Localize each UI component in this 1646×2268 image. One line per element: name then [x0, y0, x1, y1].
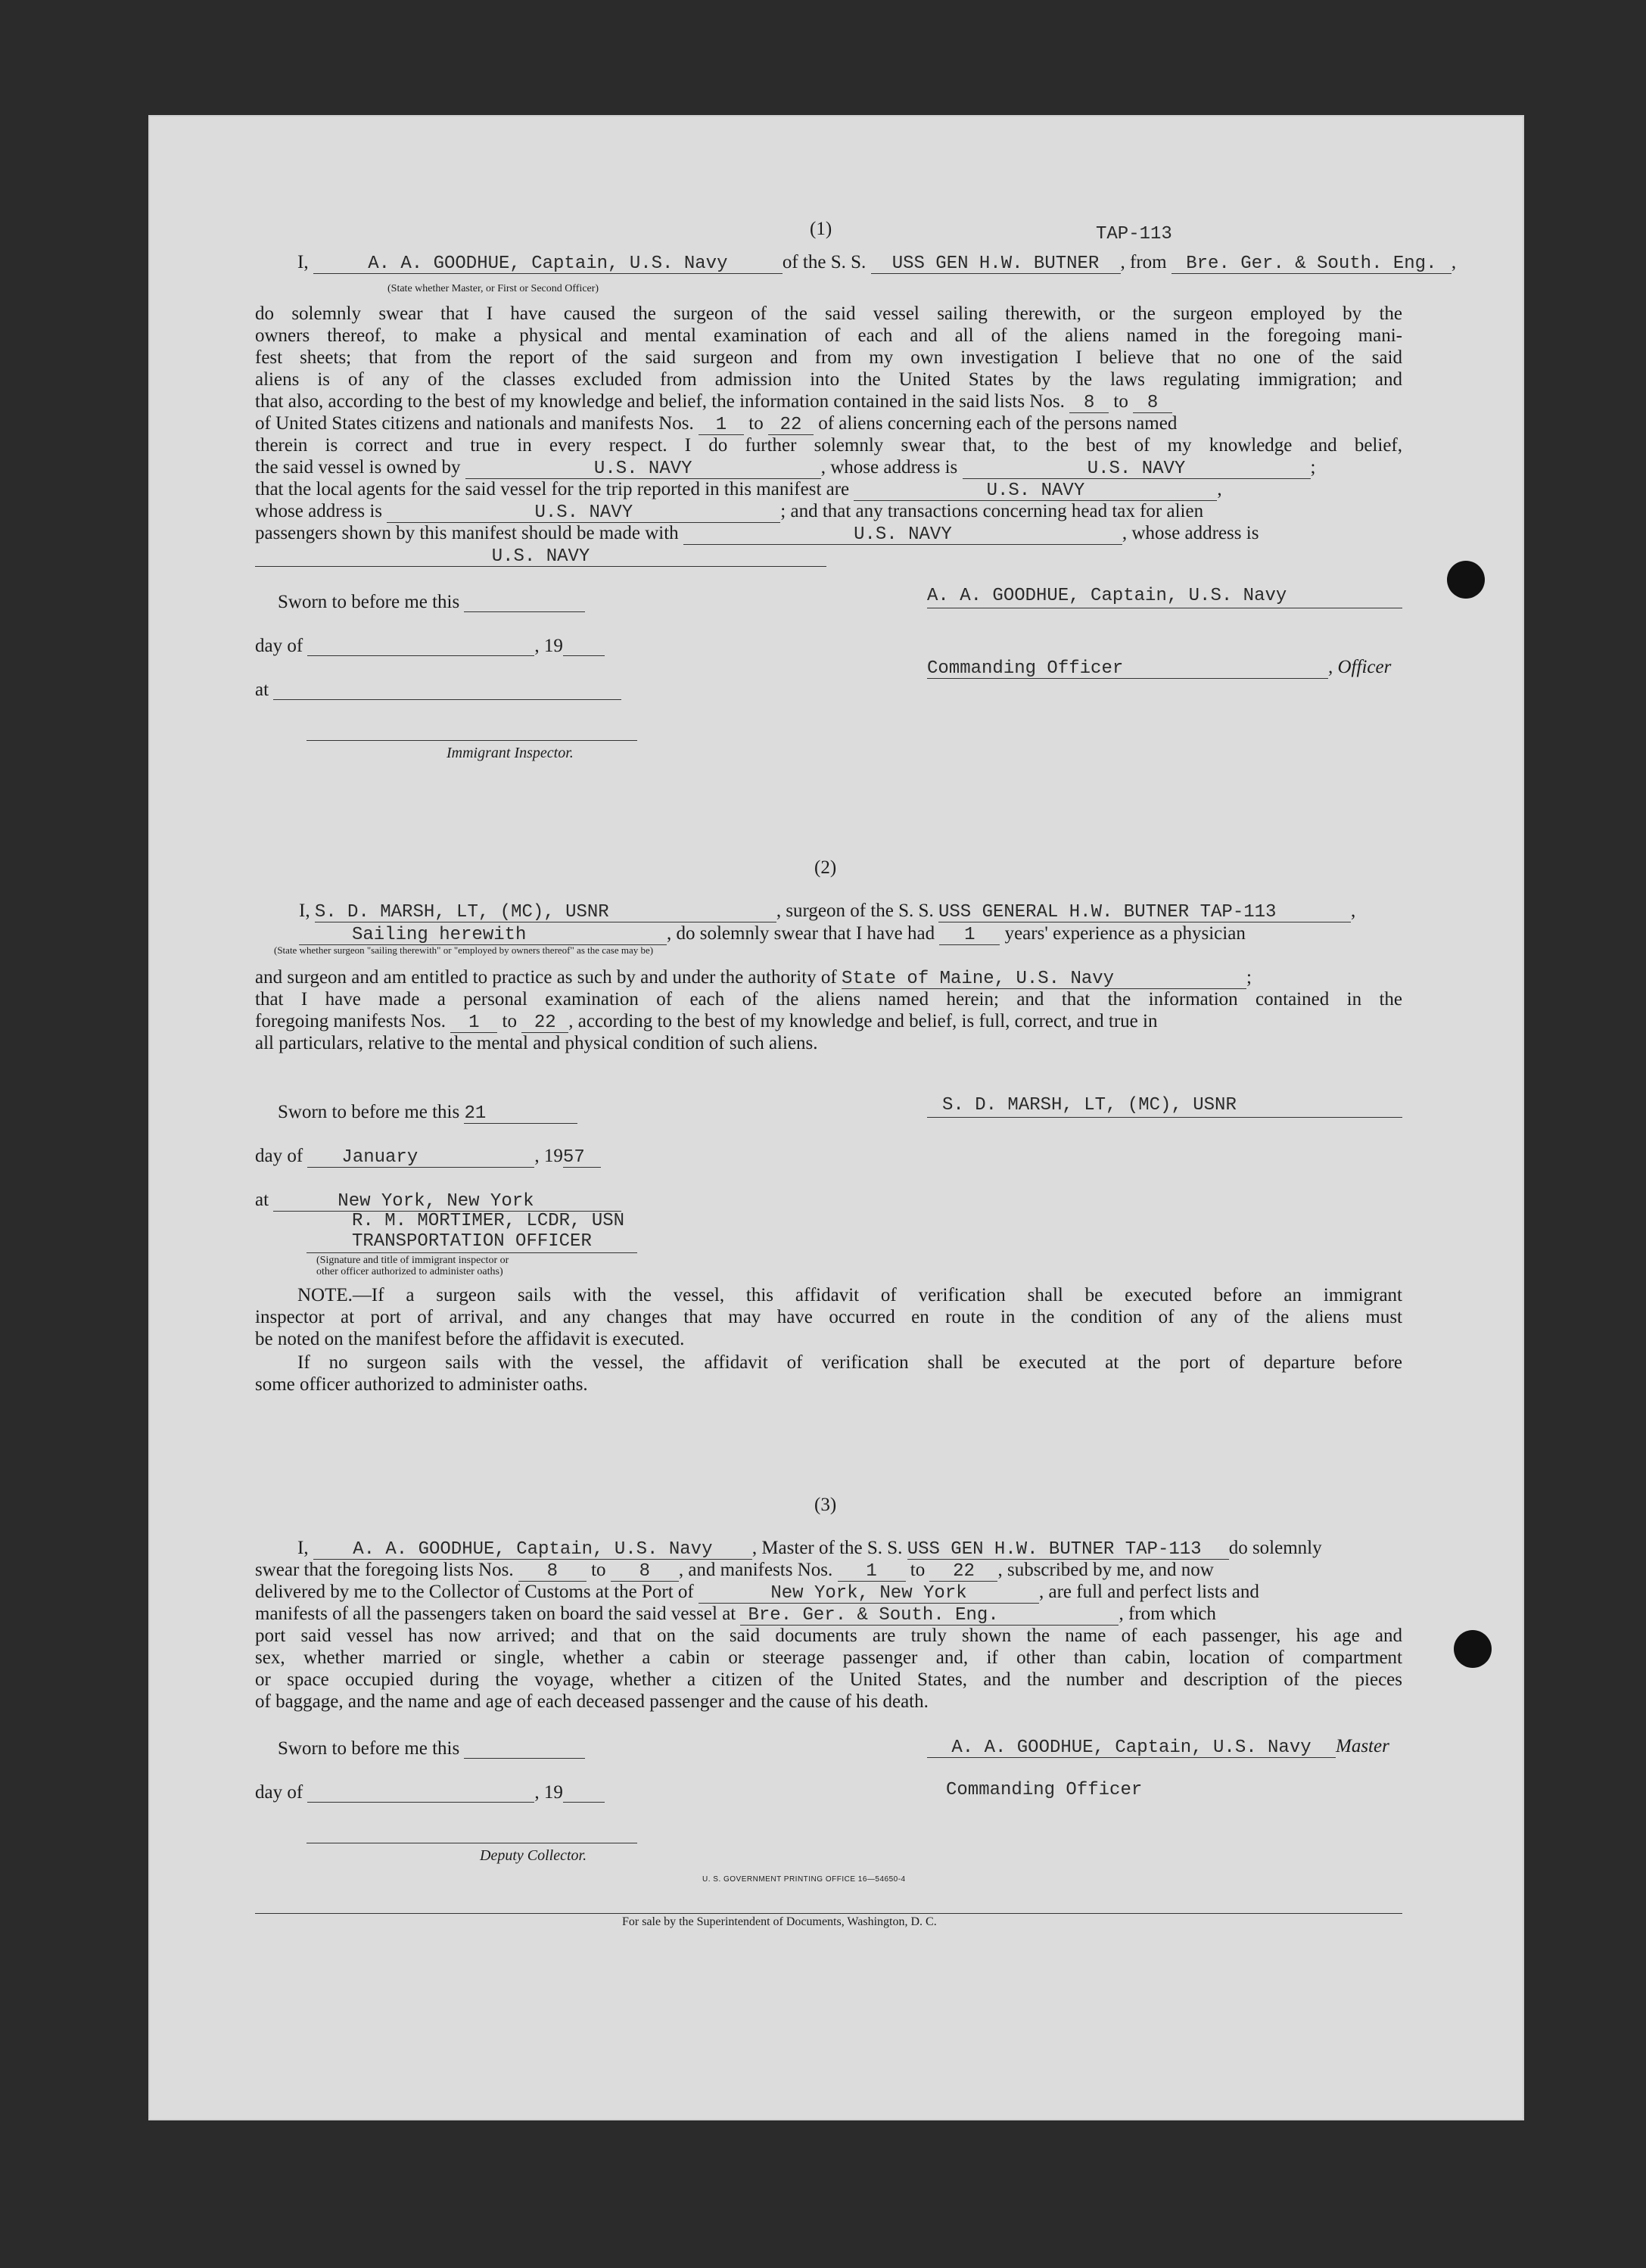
swear-text: swear that the foregoing lists Nos.	[255, 1560, 514, 1580]
head-tax-address-line	[255, 544, 826, 567]
master-name-field: A. A. GOODHUE, Captain, U.S. Navy	[313, 255, 783, 274]
manifests-line: of United States citizens and nationals and manifests Nos. 1 to 22 of aliens concerning each of the persons named	[255, 413, 1178, 435]
from-port-field: Bre. Ger. & South. Eng.	[740, 1607, 1119, 1626]
head-tax-with-field: U.S. NAVY	[683, 526, 1122, 545]
oath-text-line: sex, whether married or single, whether a cabin or steerage passenger and, if other than cabin, location of compartment	[255, 1647, 1402, 1668]
manifests-text: of United States citizens and nationals and manifests Nos.	[255, 413, 694, 434]
lists-line: swear that the foregoing lists Nos. 8 to 8 , and manifests Nos. 1 to 22 , subscribed by me, and now	[255, 1560, 1214, 1582]
place-field: New York, New York	[273, 1193, 621, 1212]
officer-name: R. M. MORTIMER, LCDR, USN	[352, 1211, 625, 1231]
year-prefix: , 19	[534, 1782, 563, 1803]
oath-text-line: fest sheets; that from the report of the said surgeon and from my own investigation I believe that no one of the said	[255, 347, 1402, 368]
agents-field: U.S. NAVY	[854, 482, 1217, 501]
month-field	[307, 1784, 534, 1803]
agents-address-line	[255, 500, 1203, 523]
foregoing-label: foregoing manifests Nos.	[255, 1011, 447, 1031]
oath-text-line: of baggage, and the name and age of each deceased passenger and the cause of his death.	[255, 1691, 929, 1712]
day-of-line	[255, 1781, 605, 1804]
month-field: January	[307, 1149, 534, 1168]
printing-office: U. S. GOVERNMENT PRINTING OFFICE 16—54650-4	[702, 1875, 906, 1884]
lists-text: that also, according to the best of my knowledge and belief, the information contained in the said lists Nos.	[255, 391, 1065, 412]
place-field	[273, 681, 621, 700]
manifests-line	[255, 1603, 1216, 1626]
at-line	[255, 1189, 621, 1212]
master-of-label: , Master of the S. S.	[751, 1538, 903, 1558]
oath-text-line: do solemnly swear that I have caused the surgeon of the said vessel sailing therewith, or the surgeon employed by the	[255, 303, 1402, 324]
officer-suffix: , Officer	[1328, 657, 1392, 677]
sailing-line	[299, 922, 1246, 945]
day-of-label: day of	[255, 1782, 303, 1803]
authority-line: and surgeon and am entitled to practice as such by and under the authority of State of Maine, U.S. Navy ;	[255, 967, 1252, 989]
officer-title-field: Commanding Officer	[927, 660, 1328, 679]
oath-text-line: aliens is of any of the classes excluded from admission into the United States by the laws regulating immigration; and	[255, 369, 1402, 390]
day-of-line	[255, 1145, 601, 1168]
subscribed-text: , subscribed by me, and now	[997, 1560, 1214, 1580]
manifests-from-field: 1	[699, 416, 744, 435]
day-of-line	[255, 635, 605, 658]
manifests-to-field: 22	[521, 1014, 568, 1033]
particulars-line: all particulars, relative to the mental and physical condition of such aliens.	[255, 1033, 818, 1053]
footer-rule	[255, 1913, 1402, 1914]
oath-text-line: or space occupied during the voyage, whether a citizen of the United States, and the number and description of the pieces	[255, 1669, 1402, 1690]
at-label: at	[255, 680, 269, 700]
officer-caption-2: other officer authorized to administer oaths)	[316, 1266, 503, 1277]
port-field: New York, New York	[699, 1585, 1039, 1604]
master-suffix: Master	[1336, 1736, 1389, 1756]
head-tax-address-field: U.S. NAVY	[255, 548, 826, 567]
oath-text-line: therein is correct and true in every respect. I do further solemnly swear that, to the best of my knowledge and belief,	[255, 435, 1402, 456]
month-field	[307, 637, 534, 656]
collector-caption: Deputy Collector.	[480, 1847, 587, 1864]
sworn-day-field: 21	[464, 1105, 577, 1124]
master-name-field: A. A. GOODHUE, Captain, U.S. Navy	[313, 1541, 752, 1560]
master-signature-line	[927, 1735, 1389, 1758]
lists-from-field: 8	[1069, 394, 1109, 413]
note-line: NOTE.—If a surgeon sails with the vessel, this affidavit of verification shall be executed before an immigrant	[297, 1285, 1402, 1305]
manifests-to-field: 22	[929, 1563, 997, 1582]
day-of-label: day of	[255, 636, 303, 656]
of-ss-label: of the S. S.	[782, 252, 867, 272]
lists-from-field: 8	[518, 1563, 587, 1582]
note-line: some officer authorized to administer oaths.	[255, 1374, 588, 1395]
owner-label: the said vessel is owned by	[255, 457, 461, 478]
sworn-day-field	[464, 1740, 585, 1759]
sailing-field: Sailing herewith	[299, 926, 667, 945]
oath-text-line: owners thereof, to make a physical and mental examination of each and all of the aliens named in the foregoing mani-	[255, 325, 1402, 346]
note-line: be noted on the manifest before the affidavit is executed.	[255, 1329, 685, 1349]
surgeon-signature: S. D. MARSH, LT, (MC), USNR	[942, 1095, 1237, 1115]
at-label: at	[255, 1190, 269, 1210]
exam-text-line: that I have made a personal examination of each of the aliens named herein; and that the information contained in the	[255, 989, 1402, 1010]
officer-caption-1: (Signature and title of immigrant inspector or	[316, 1255, 509, 1266]
foregoing-post-text: , according to the best of my knowledge and belief, is full, correct, and true in	[568, 1011, 1158, 1031]
section-1-number: (1)	[810, 219, 832, 239]
head-tax-address-label: , whose address is	[1122, 523, 1259, 543]
sworn-line	[278, 1738, 585, 1760]
owner-field: U.S. NAVY	[465, 460, 821, 479]
inspector-caption: Immigrant Inspector.	[447, 745, 574, 761]
head-tax-text: ; and that any transactions concerning head tax for alien	[780, 501, 1204, 521]
agents-label: that the local agents for the said vessel for the trip reported in this manifest are	[255, 479, 850, 499]
owner-address-field: U.S. NAVY	[963, 460, 1311, 479]
manifests-to-field: 22	[768, 416, 814, 435]
year-prefix: , 19	[534, 1146, 563, 1166]
years-field: 1	[939, 926, 1000, 945]
sworn-label: Sworn to before me this	[278, 1102, 460, 1122]
delivered-post-text: , are full and perfect lists and	[1039, 1582, 1259, 1602]
owner-line: the said vessel is owned by U.S. NAVY , whose address is U.S. NAVY ;	[255, 457, 1316, 479]
manifests-post-text: of aliens concerning each of the persons named	[818, 413, 1178, 434]
lists-to-field: 8	[611, 1563, 679, 1582]
surgeon-of-ss-label: , surgeon of the S. S.	[776, 901, 934, 921]
manifests-post-text: , from which	[1119, 1604, 1216, 1624]
delivered-label: delivered by me to the Collector of Customs at the Port of	[255, 1582, 694, 1602]
officer-title: TRANSPORTATION OFFICER	[352, 1231, 592, 1252]
signature-line	[306, 1252, 637, 1253]
years-text: years' experience as a physician	[1004, 923, 1246, 944]
head-tax-label: passengers shown by this manifest should be made with	[255, 523, 679, 543]
agents-line: that the local agents for the said vessel for the trip reported in this manifest are U.S. NAVY ,	[255, 479, 1222, 501]
year-field: 57	[563, 1149, 601, 1168]
from-port-field: Bre. Ger. & South. Eng.	[1171, 255, 1452, 274]
from-label: from	[1130, 252, 1167, 272]
note-line: If no surgeon sails with the vessel, the affidavit of verification shall be executed at the port of departure before	[297, 1352, 1402, 1373]
vessel-name-field: USS GEN H.W. BUTNER	[871, 255, 1121, 274]
authority-label: and surgeon and am entitled to practice as such by and under the authority of	[255, 967, 837, 988]
agents-address-label: whose address is	[255, 501, 383, 521]
manifests-from-field: 1	[838, 1563, 906, 1582]
head-tax-line	[255, 522, 1259, 545]
form-number: TAP-113	[1096, 224, 1172, 244]
signature-line	[927, 1117, 1402, 1118]
officer-line	[927, 656, 1391, 679]
oath-line-master: I, A. A. GOODHUE, Captain, U.S. Navy of the S. S. USS GEN H.W. BUTNER , from Bre. Ger. & South. Eng. ,	[297, 252, 1457, 274]
at-line	[255, 679, 621, 702]
oath-text-line: port said vessel has now arrived; and that on the said documents are truly shown the name of each passenger, his age and	[255, 1626, 1402, 1646]
manifests-label: , and manifests Nos.	[678, 1560, 833, 1580]
lists-line: that also, according to the best of my knowledge and belief, the information contained in the said lists Nos. 8 to 8	[255, 390, 1172, 413]
surgeon-vessel-field: USS GENERAL H.W. BUTNER TAP-113	[938, 904, 1351, 922]
sworn-label: Sworn to before me this	[278, 1738, 460, 1759]
sailing-caption: (State whether surgeon "sailing therewith" or "employed by owners thereof" as the case may be)	[274, 944, 654, 956]
section-2-number: (2)	[814, 857, 837, 878]
day-of-label: day of	[255, 1146, 303, 1166]
delivered-line	[255, 1581, 1259, 1604]
sworn-day-field	[464, 593, 585, 612]
sworn-line	[278, 591, 585, 614]
surgeon-name-field: S. D. MARSH, LT, (MC), USNR	[315, 904, 776, 922]
manifests-from-field: 1	[450, 1014, 497, 1033]
lists-to-field: 8	[1133, 394, 1172, 413]
foregoing-line: foregoing manifests Nos. 1 to 22 , according to the best of my knowledge and belief, is full, correct, and true in	[255, 1011, 1158, 1033]
master-caption: (State whether Master, or First or Second Officer)	[387, 283, 599, 294]
commanding-officer-title: Commanding Officer	[946, 1780, 1143, 1800]
master-signature: A. A. GOODHUE, Captain, U.S. Navy	[927, 586, 1287, 606]
swear-text: , do solemnly swear that I have had	[667, 923, 935, 944]
sale-notice: For sale by the Superintendent of Documents, Washington, D. C.	[622, 1915, 937, 1928]
punch-hole	[1447, 561, 1485, 599]
authority-field: State of Maine, U.S. Navy	[842, 970, 1246, 989]
note-line: inspector at port of arrival, and any changes that may have occurred en route in the condition of any of the aliens must	[255, 1307, 1402, 1327]
owner-address-label: , whose address is	[820, 457, 958, 478]
year-field	[563, 1784, 605, 1803]
year-prefix: , 19	[534, 636, 563, 656]
signature-line	[306, 740, 637, 741]
agents-address-field: U.S. NAVY	[387, 504, 780, 523]
punch-hole	[1454, 1630, 1492, 1668]
section-3-number: (3)	[814, 1495, 837, 1515]
surgeon-line: I, S. D. MARSH, LT, (MC), USNR , surgeon of the S. S. USS GENERAL H.W. BUTNER TAP-113 ,	[299, 901, 1356, 922]
sworn-label: Sworn to before me this	[278, 592, 460, 612]
sworn-line	[278, 1101, 577, 1124]
master-signature: A. A. GOODHUE, Captain, U.S. Navy	[927, 1739, 1336, 1758]
manifests-text: manifests of all the passengers taken on board the said vessel at	[255, 1604, 736, 1624]
vessel-name-field: USS GEN H.W. BUTNER TAP-113	[907, 1541, 1229, 1560]
do-solemnly-text: do solemnly	[1228, 1538, 1322, 1558]
master-line: I, A. A. GOODHUE, Captain, U.S. Navy , Master of the S. S. USS GEN H.W. BUTNER TAP-113 do solemnly	[297, 1538, 1322, 1560]
year-field	[563, 637, 605, 656]
